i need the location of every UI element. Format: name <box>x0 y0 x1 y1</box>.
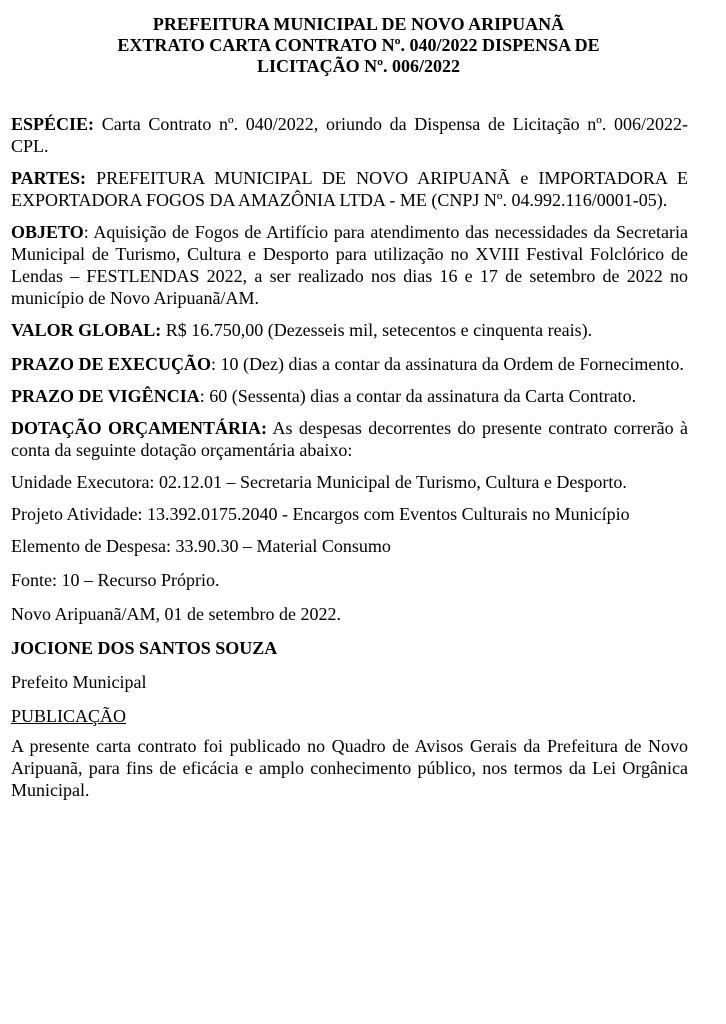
partes-paragraph <box>11 167 688 211</box>
title-line-3: LICITAÇÃO Nº. 006/2022 <box>256 56 461 76</box>
unidade-executora: Unidade Executora: 02.12.01 – Secretaria Municipal de Turismo, Cultura e Desporto. <box>11 472 627 492</box>
valor-text: R$ 16.750,00 (Dezesseis mil, setecentos e cinquenta reais). <box>161 320 593 340</box>
especie-text: Carta Contrato nº. 040/2022, oriundo da Dispensa de Licitação nº. 006/2022-CPL. <box>11 114 688 156</box>
prazo-execucao-label: PRAZO DE EXECUÇÃO <box>11 354 212 374</box>
objeto-text: : Aquisição de Fogos de Artifício para atendimento das necessidades da Secretaria Municipal de Turismo, Cultura e Desporto para utilização no XVIII Festival Folclórico de Lendas – FESTLENDAS 2022, a ser realizado nos dias 16 e 17 de setembro de 2022 no município de Novo Aripuanã/AM. <box>11 222 688 308</box>
objeto-label: OBJETO <box>11 222 84 242</box>
prazo-execucao-paragraph <box>11 353 688 375</box>
signatory-role: Prefeito Municipal <box>11 672 147 692</box>
dotacao-paragraph <box>11 417 688 461</box>
publicacao-heading: PUBLICAÇÃO <box>11 706 127 726</box>
partes-text: PREFEITURA MUNICIPAL DE NOVO ARIPUANÃ e IMPORTADORA E EXPORTADORA FOGOS DA AMAZÔNIA LTDA - ME (CNPJ Nº. 04.992.116/0001-05). <box>11 168 688 210</box>
objeto-paragraph <box>11 221 688 309</box>
fonte-recurso: Fonte: 10 – Recurso Próprio. <box>11 570 220 590</box>
projeto-atividade: Projeto Atividade: 13.392.0175.2040 - Encargos com Eventos Culturais no Município <box>11 504 630 524</box>
prazo-vigencia-paragraph <box>11 385 688 407</box>
elemento-despesa: Elemento de Despesa: 33.90.30 – Material Consumo <box>11 536 391 556</box>
signatory-name: JOCIONE DOS SANTOS SOUZA <box>11 638 278 658</box>
prazo-vigencia-text: : 60 (Sessenta) dias a contar da assinatura da Carta Contrato. <box>199 386 637 406</box>
prazo-execucao-text: : 10 (Dez) dias a contar da assinatura da Ordem de Fornecimento. <box>211 354 684 374</box>
especie-paragraph <box>11 113 688 157</box>
local-data: Novo Aripuanã/AM, 01 de setembro de 2022. <box>11 604 341 624</box>
valor-label: VALOR GLOBAL: <box>11 320 162 340</box>
title-line-2: EXTRATO CARTA CONTRATO Nº. 040/2022 DISPENSA DE <box>117 35 600 55</box>
valor-paragraph <box>11 319 688 341</box>
title-line-1: PREFEITURA MUNICIPAL DE NOVO ARIPUANÃ <box>152 14 565 34</box>
partes-label: PARTES: <box>11 168 87 188</box>
publicacao-text: A presente carta contrato foi publicado no Quadro de Avisos Gerais da Prefeitura de Novo Aripuanã, para fins de eficácia e amplo conhecimento público, nos termos da Lei Orgânica Municipal. <box>11 736 688 800</box>
dotacao-label: DOTAÇÃO ORÇAMENTÁRIA: <box>11 418 268 438</box>
dotacao-text: As despesas decorrentes do presente contrato correrão à conta da seguinte dotação orçamentária abaixo: <box>11 418 688 460</box>
document-title <box>11 14 688 77</box>
prazo-vigencia-label: PRAZO DE VIGÊNCIA <box>11 386 200 406</box>
especie-label: ESPÉCIE: <box>11 114 95 134</box>
